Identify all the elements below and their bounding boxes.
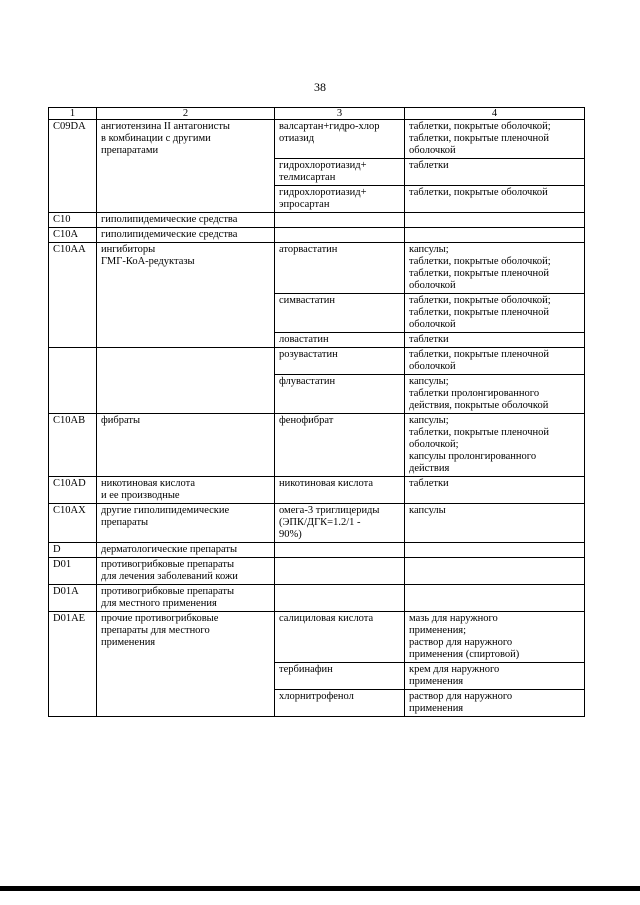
table-row — [49, 243, 585, 294]
drug-text-line: валсартан+гидро-хлор — [279, 121, 380, 132]
table-body — [49, 120, 585, 717]
table-row — [49, 504, 585, 543]
table-row — [49, 228, 585, 243]
column-header-1: 1 — [49, 108, 97, 120]
code-cell — [49, 414, 97, 477]
form-text-line: капсулы — [409, 505, 446, 516]
code-cell — [49, 585, 97, 612]
form-cell — [405, 186, 585, 213]
form-text-line: капсулы; — [409, 415, 449, 426]
table-row — [49, 120, 585, 159]
code-cell — [49, 477, 97, 504]
form-cell — [405, 333, 585, 348]
form-text-line: оболочкой — [409, 145, 456, 156]
form-text-line: применения; — [409, 625, 467, 636]
form-cell — [405, 375, 585, 414]
group-text-line: препараты для местного — [101, 625, 210, 636]
drug-cell — [275, 333, 405, 348]
form-text-line: таблетки — [409, 478, 449, 489]
form-cell — [405, 228, 585, 243]
form-text-line: раствор для наружного — [409, 637, 513, 648]
form-text-line: таблетки, покрытые оболочкой; — [409, 256, 551, 267]
group-cell — [97, 558, 275, 585]
form-cell — [405, 348, 585, 375]
code-text-line: D01AE — [53, 613, 86, 624]
group-text-line: препараты — [101, 517, 149, 528]
group-text-line: в комбинации с другими — [101, 133, 211, 144]
group-text-line: препаратами — [101, 145, 159, 156]
code-text-line: C10A — [53, 229, 79, 240]
drug-cell — [275, 504, 405, 543]
drug-text-line: никотиновая кислота — [279, 478, 374, 489]
form-text-line: применения — [409, 676, 464, 687]
drug-text-line: фенофибрат — [279, 415, 334, 426]
table-row — [49, 414, 585, 477]
drug-cell — [275, 663, 405, 690]
form-cell — [405, 213, 585, 228]
form-cell — [405, 558, 585, 585]
drug-cell — [275, 477, 405, 504]
group-cell — [97, 213, 275, 228]
form-text-line: таблетки, покрытые пленочной — [409, 133, 550, 144]
form-cell — [405, 585, 585, 612]
drug-cell — [275, 543, 405, 558]
form-text-line: таблетки, покрытые пленочной — [409, 427, 550, 438]
form-text-line: таблетки, покрытые пленочной — [409, 349, 550, 360]
form-cell — [405, 294, 585, 333]
drug-cell — [275, 228, 405, 243]
table-row — [49, 612, 585, 663]
drug-text-line: розувастатин — [279, 349, 338, 360]
drug-cell — [275, 612, 405, 663]
group-text-line: противогрибковые препараты — [101, 559, 235, 570]
column-header-2: 2 — [97, 108, 275, 120]
form-text-line: капсулы; — [409, 244, 449, 255]
drug-text-line: гидрохлоротиазид+ — [279, 160, 367, 171]
form-cell — [405, 159, 585, 186]
form-text-line: раствор для наружного — [409, 691, 513, 702]
code-text-line: D01A — [53, 586, 79, 597]
form-text-line: капсулы; — [409, 376, 449, 387]
group-text-line: и ее производные — [101, 490, 180, 501]
drug-cell — [275, 120, 405, 159]
form-text-line: действия — [409, 463, 450, 474]
group-text-line: применения — [101, 637, 156, 648]
form-text-line: мазь для наружного — [409, 613, 498, 624]
form-cell — [405, 120, 585, 159]
drug-cell — [275, 159, 405, 186]
group-cell — [97, 120, 275, 213]
drug-text-line: гидрохлоротиазид+ — [279, 187, 367, 198]
form-text-line: таблетки, покрытые оболочкой; — [409, 295, 551, 306]
drug-text-line: аторвастатин — [279, 244, 338, 255]
drug-text-line: 90%) — [279, 529, 302, 540]
form-cell — [405, 612, 585, 663]
group-text-line: для местного применения — [101, 598, 217, 609]
group-cell — [97, 414, 275, 477]
code-text-line: D01 — [53, 559, 72, 570]
code-text-line: C10AD — [53, 478, 86, 489]
form-cell — [405, 690, 585, 717]
drug-cell — [275, 213, 405, 228]
code-cell — [49, 558, 97, 585]
group-text-line: фибраты — [101, 415, 141, 426]
code-text-line: C10 — [53, 214, 71, 225]
form-text-line: оболочкой; — [409, 439, 459, 450]
form-text-line: применения (спиртовой) — [409, 649, 520, 660]
code-cell — [49, 612, 97, 717]
table-row — [49, 585, 585, 612]
code-text-line: C09DA — [53, 121, 86, 132]
form-cell — [405, 504, 585, 543]
drug-text-line: отиазид — [279, 133, 315, 144]
drug-text-line: флувастатин — [279, 376, 336, 387]
group-text-line: ГМГ-КоА-редуктазы — [101, 256, 195, 267]
drug-cell — [275, 243, 405, 294]
form-text-line: оболочкой — [409, 319, 456, 330]
drug-text-line: телмисартан — [279, 172, 336, 183]
group-text-line: ингибиторы — [101, 244, 156, 255]
code-cell — [49, 504, 97, 543]
column-header-3: 3 — [275, 108, 405, 120]
form-cell — [405, 663, 585, 690]
group-text-line: гиполипидемические средства — [101, 229, 238, 240]
drug-cell — [275, 414, 405, 477]
group-text-line: другие гиполипидемические — [101, 505, 230, 516]
drug-text-line: салициловая кислота — [279, 613, 374, 624]
table-row — [49, 543, 585, 558]
group-cell — [97, 348, 275, 414]
form-text-line: действия, покрытые оболочкой — [409, 400, 549, 411]
form-text-line: оболочкой — [409, 361, 456, 372]
drug-cell — [275, 558, 405, 585]
drug-text-line: (ЭПК/ДГК=1.2/1 - — [279, 517, 361, 528]
table-row — [49, 348, 585, 375]
drug-cell — [275, 348, 405, 375]
form-cell — [405, 414, 585, 477]
group-text-line: для лечения заболеваний кожи — [101, 571, 238, 582]
group-cell — [97, 243, 275, 348]
form-text-line: крем для наружного — [409, 664, 500, 675]
drug-table — [48, 107, 585, 717]
code-text-line: D — [53, 544, 61, 555]
group-text-line: дерматологические препараты — [101, 544, 237, 555]
table-row — [49, 213, 585, 228]
drug-cell — [275, 294, 405, 333]
group-text-line: никотиновая кислота — [101, 478, 196, 489]
drug-text-line: хлорнитрофенол — [279, 691, 354, 702]
code-cell — [49, 543, 97, 558]
code-cell — [49, 348, 97, 414]
group-text-line: прочие противогрибковые — [101, 613, 219, 624]
bottom-scan-bar — [0, 886, 640, 891]
column-header-4: 4 — [405, 108, 585, 120]
group-cell — [97, 585, 275, 612]
drug-text-line: тербинафин — [279, 664, 333, 675]
code-text-line: C10AB — [53, 415, 86, 426]
code-cell — [49, 213, 97, 228]
drug-text-line: симвастатин — [279, 295, 335, 306]
group-text-line: противогрибковые препараты — [101, 586, 235, 597]
drug-text-line: ловастатин — [279, 334, 329, 345]
form-text-line: таблетки, покрытые пленочной — [409, 307, 550, 318]
code-text-line: C10AA — [53, 244, 86, 255]
drug-text-line: эпросартан — [279, 199, 330, 210]
page-number: 38 — [314, 80, 326, 94]
group-cell — [97, 612, 275, 717]
form-cell — [405, 477, 585, 504]
drug-cell — [275, 375, 405, 414]
drug-cell — [275, 690, 405, 717]
drug-cell — [275, 585, 405, 612]
form-text-line: таблетки пролонгированного — [409, 388, 540, 399]
code-text-line: C10AX — [53, 505, 86, 516]
form-text-line: оболочкой — [409, 280, 456, 291]
form-text-line: таблетки, покрытые оболочкой — [409, 187, 548, 198]
form-text-line: таблетки, покрытые оболочкой; — [409, 121, 551, 132]
form-text-line: таблетки — [409, 160, 449, 171]
group-cell — [97, 228, 275, 243]
table-header-row — [49, 108, 585, 120]
form-text-line: таблетки, покрытые пленочной — [409, 268, 550, 279]
form-cell — [405, 543, 585, 558]
group-cell — [97, 543, 275, 558]
code-cell — [49, 243, 97, 348]
table-row — [49, 477, 585, 504]
table-row — [49, 558, 585, 585]
group-text-line: ангиотензина II антагонисты — [101, 121, 230, 132]
form-cell — [405, 243, 585, 294]
form-text-line: капсулы пролонгированного — [409, 451, 537, 462]
drug-cell — [275, 186, 405, 213]
drug-text-line: омега-3 триглицериды — [279, 505, 380, 516]
form-text-line: применения — [409, 703, 464, 714]
code-cell — [49, 228, 97, 243]
group-cell — [97, 504, 275, 543]
group-cell — [97, 477, 275, 504]
form-text-line: таблетки — [409, 334, 449, 345]
code-cell — [49, 120, 97, 213]
group-text-line: гиполипидемические средства — [101, 214, 238, 225]
